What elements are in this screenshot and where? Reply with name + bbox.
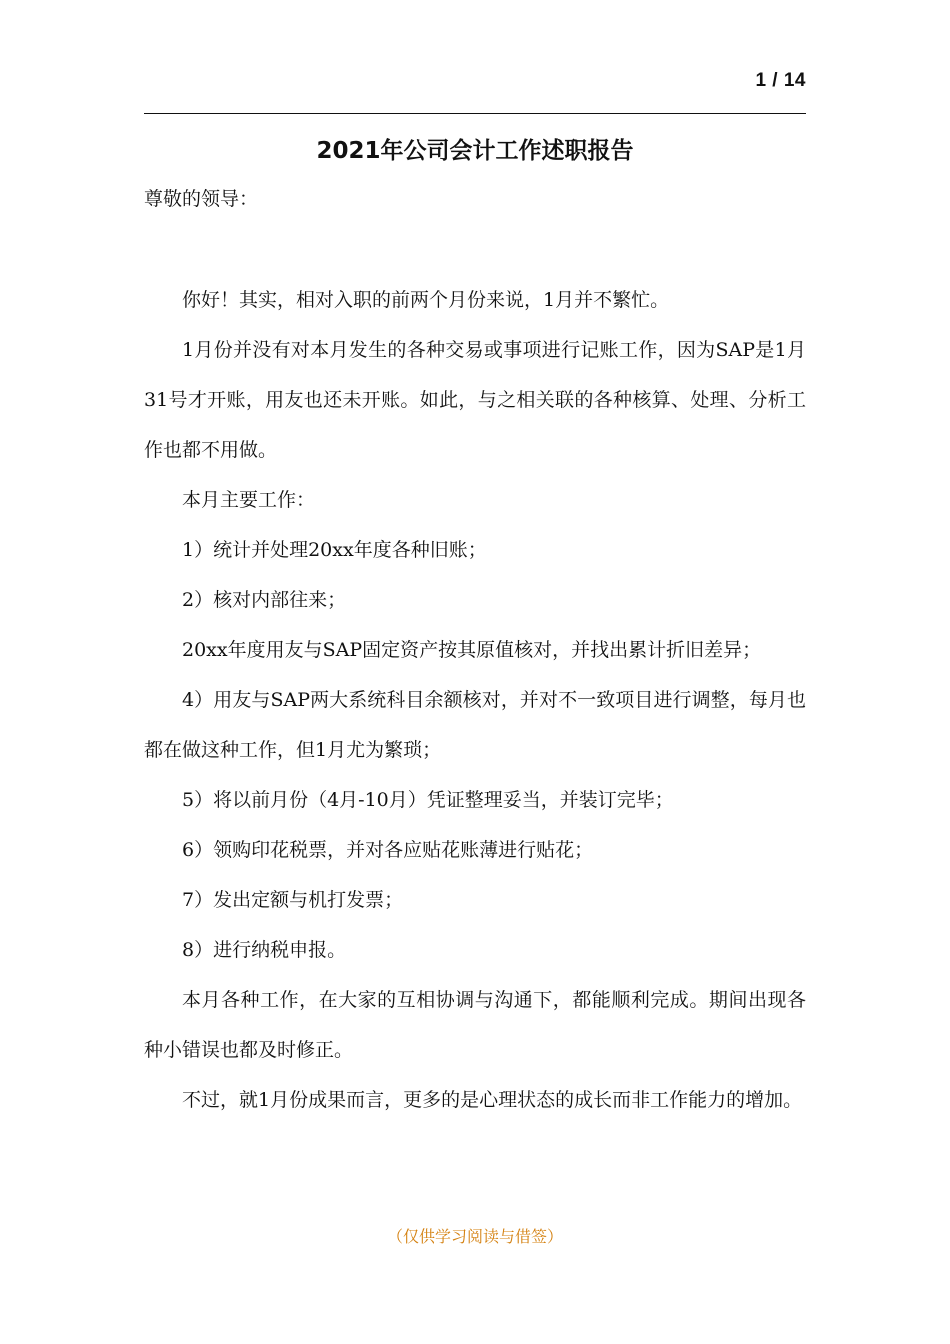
paragraph: 本月主要工作： xyxy=(182,489,316,511)
salutation: 尊敬的领导： xyxy=(144,188,259,210)
document-title: 2021年公司会计工作述职报告 xyxy=(316,138,634,164)
document-body xyxy=(144,275,806,1125)
paragraph: 本月各种工作，在大家的互相协调与沟通下，都能顺利完成。期间出现各种小错误也都及时修正。 xyxy=(144,989,806,1061)
list-item: 4）用友与SAP两大系统科目余额核对，并对不一致项目进行调整，每月也都在做这种工作，但1月尤为繁琐； xyxy=(144,689,806,761)
paragraph: 20xx年度用友与SAP固定资产按其原值核对，并找出累计折旧差异； xyxy=(182,639,762,661)
paragraph: 不过，就1月份成果而言，更多的是心理状态的成长而非工作能力的增加。 xyxy=(182,1089,803,1111)
page-number: 1 / 14 xyxy=(755,70,806,91)
list-item: 1）统计并处理20xx年度各种旧账； xyxy=(182,539,487,561)
list-item: 2）核对内部往来； xyxy=(182,589,347,611)
list-item: 7）发出定额与机打发票； xyxy=(182,889,404,911)
footer-note: （仅供学习阅读与借签） xyxy=(386,1227,563,1246)
list-item: 5）将以前月份（4月-10月）凭证整理妥当，并装订完毕； xyxy=(182,789,674,811)
paragraph: 1月份并没有对本月发生的各种交易或事项进行记账工作，因为SAP是1月31号才开账，用友也还未开账。如此，与之相关联的各种核算、处理、分析工作也都不用做。 xyxy=(144,339,806,461)
list-item: 8）进行纳税申报。 xyxy=(182,939,347,961)
header-rule xyxy=(144,113,806,114)
list-item: 6）领购印花税票，并对各应贴花账薄进行贴花； xyxy=(182,839,594,861)
paragraph: 你好！其实，相对入职的前两个月份来说，1月并不繁忙。 xyxy=(182,289,670,311)
